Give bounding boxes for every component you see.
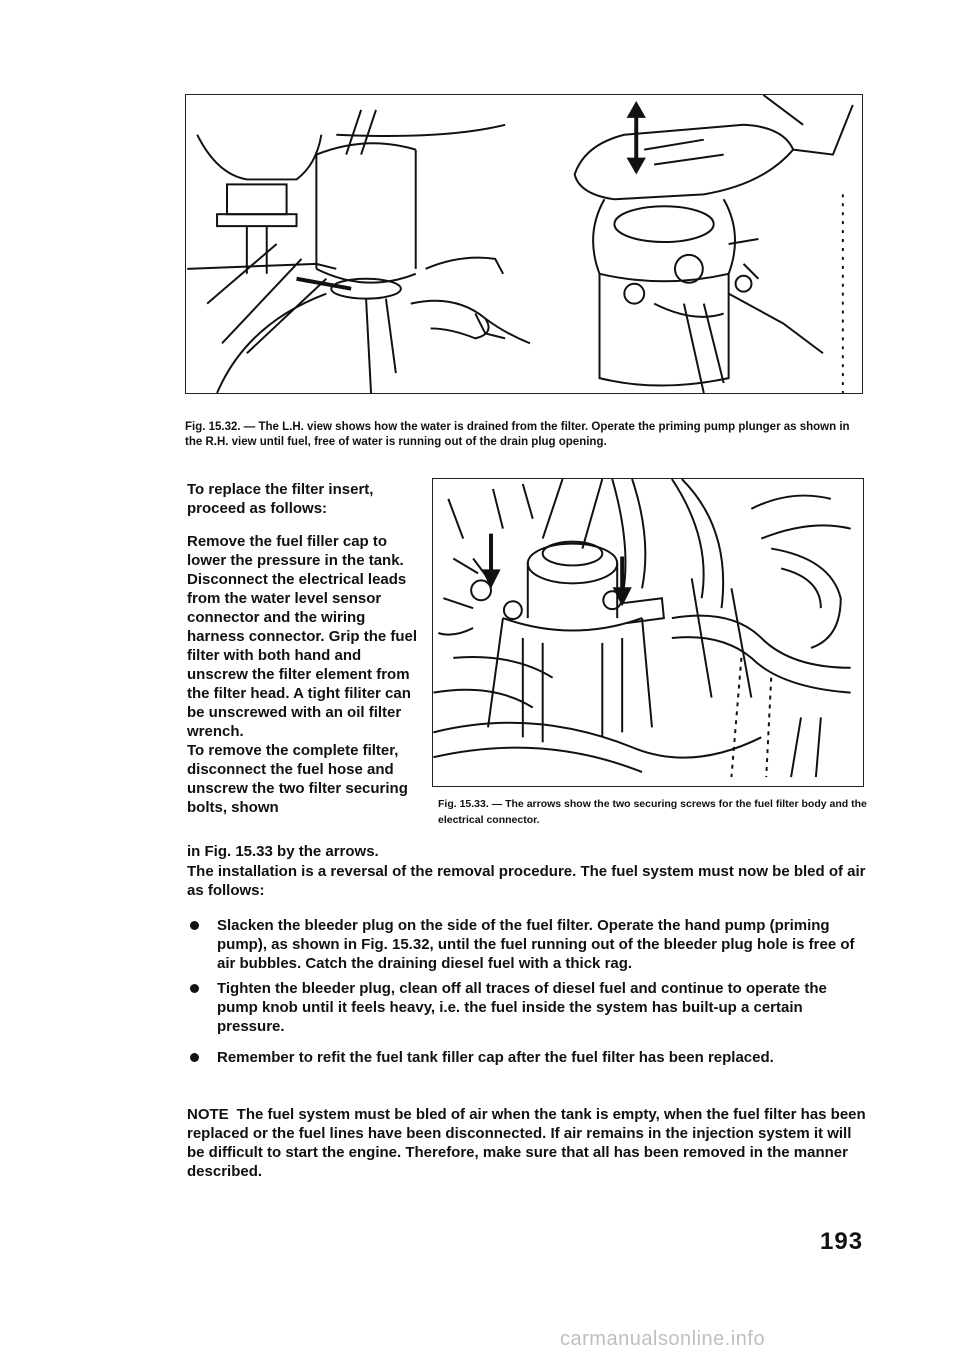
list-item-text: Tighten the bleeder plug, clean off all traces of diesel fuel and continue to operate the pump knob until it feels heavy, i.e. the fuel inside the system has built-up a certain pressure.: [217, 980, 827, 1035]
watermark: carmanualsonline.info: [560, 1328, 766, 1350]
bleeding-steps-list: [187, 916, 867, 1073]
figure-15-33: [432, 478, 864, 787]
note-paragraph: [187, 1105, 867, 1181]
bullet-icon: [190, 1053, 199, 1062]
list-item: [187, 916, 867, 973]
page-number: 193: [820, 1228, 864, 1255]
remove-insert-paragraph: Remove the fuel filler cap to lower the pressure in the tank. Disconnect the electrical leads from the water level sensor connector and the wiring harness connector. Grip the fuel filter with both hand and unscrew the filter element from the filter head. A tight filiter can be unscrewed with an oil filter wrench.: [187, 533, 418, 740]
installation-paragraph: The installation is a reversal of the removal procedure. The fuel system must now be bled of air as follows:: [187, 863, 866, 899]
bullet-icon: [190, 984, 199, 993]
note-text: The fuel system must be bled of air when the tank is empty, when the fuel filter has been replaced or the fuel lines have been disconnected. If air remains in the injection system it will be difficult to start the engine. Therefore, make sure that all has been removed in the manner described.: [187, 1106, 866, 1180]
figure-15-32: [185, 94, 863, 394]
list-item-text: Remember to refit the fuel tank filler cap after the fuel filter has been replaced.: [217, 1049, 774, 1066]
list-item: [187, 979, 867, 1036]
fuel-filter-mounting-illustration: [433, 479, 863, 786]
list-item: [187, 1048, 867, 1067]
intro-heading: To replace the filter insert, proceed as follows:: [187, 481, 374, 517]
remove-complete-paragraph: To remove the complete filter, disconnect the fuel hose and unscrew the two filter securing bolts, shown: [187, 742, 408, 816]
figure-15-32-caption: Fig. 15.32. — The L.H. view shows how the water is drained from the filter. Operate the priming pump plunger as shown in the R.H. view until fuel, free of water is running out of the drain plug opening.: [185, 421, 850, 449]
bullet-icon: [190, 921, 199, 930]
left-column-text: [187, 480, 419, 817]
figure-15-33-caption: Fig. 15.33. — The arrows show the two securing screws for the fuel filter body and the electrical connector.: [438, 798, 867, 826]
fuel-filter-drain-illustration: [186, 95, 862, 393]
remove-complete-continuation: in Fig. 15.33 by the arrows.: [187, 843, 379, 860]
note-label: NOTE: [187, 1106, 229, 1123]
list-item-text: Slacken the bleeder plug on the side of the fuel filter. Operate the hand pump (priming pump), as shown in Fig. 15.32, until the fuel running out of the bleeder plug hole is free of air bubbles. Catch the draining diesel fuel with a thick rag.: [217, 917, 855, 972]
